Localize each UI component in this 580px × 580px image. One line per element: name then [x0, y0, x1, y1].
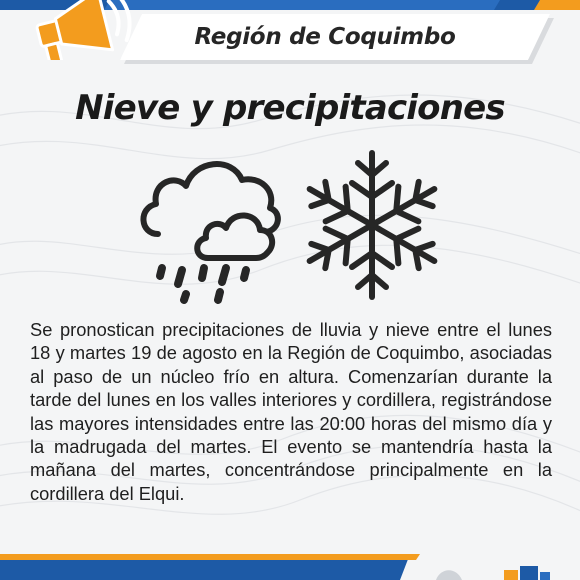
forecast-description: Se pronostican precipitaciones de lluvia y nieve entre el lunes 18 y martes 19 de agosto en la Región de Coquimbo, asociadas al paso de un núcleo frío en altura. Comenzarían durante la tarde del lunes en los valles interiores y cordillera, registrándose las mayores intensidades entre las 20:00 horas del mismo día y la madrugada del martes. El evento se mantendría hasta la mañana del martes, concentrándose principalmente en la cordillera del Elqui. [30, 319, 552, 504]
region-title: Región de Coquimbo [194, 24, 456, 50]
snowflake-icon [300, 148, 444, 302]
megaphone-icon [16, 0, 136, 60]
cloud-rain-icon [136, 146, 286, 304]
page-title: Nieve y precipitaciones [75, 88, 505, 128]
institution-logo [416, 560, 580, 580]
